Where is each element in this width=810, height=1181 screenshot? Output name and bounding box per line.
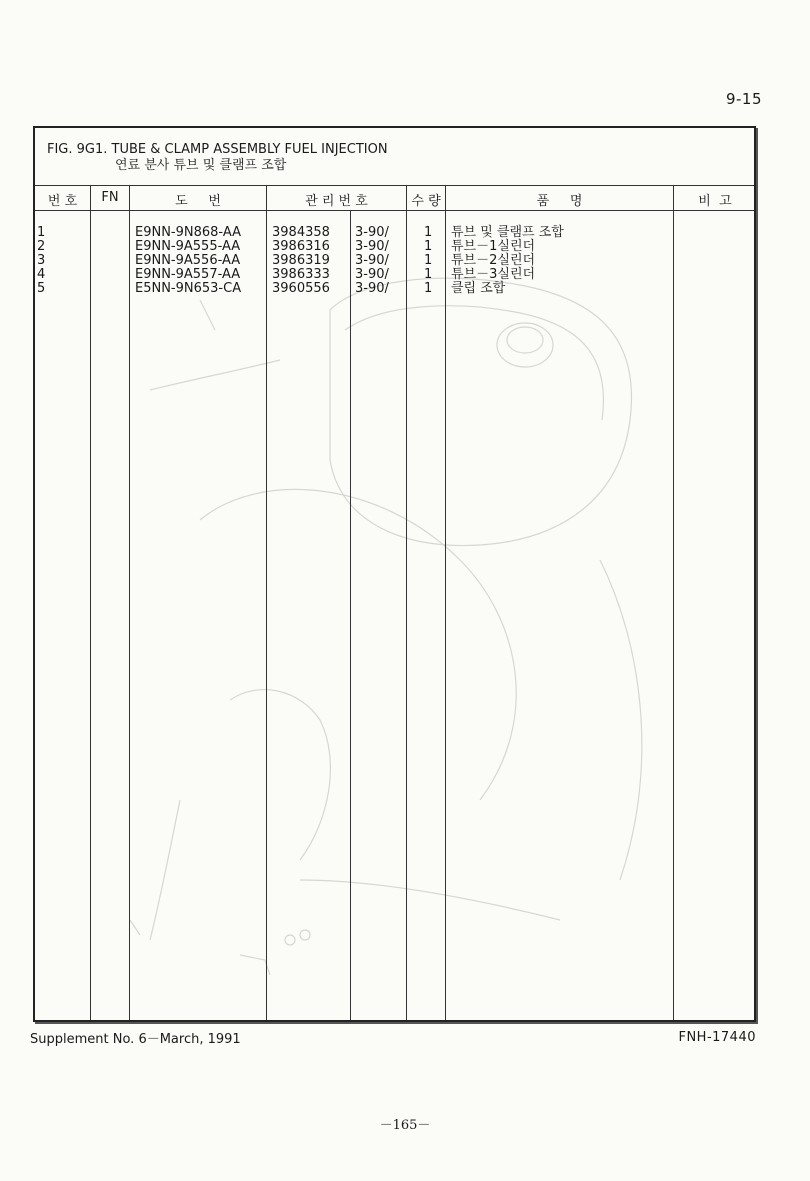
row-number: 3 [37, 253, 46, 268]
management-number: 3986333 [272, 267, 330, 282]
part-name: 튜브－2실린더 [451, 253, 536, 268]
column-header-fn: FN [101, 190, 119, 205]
row-number: 2 [37, 239, 46, 254]
row-number: 5 [37, 281, 46, 296]
supplement-note: Supplement No. 6－March, 1991 [30, 1032, 241, 1047]
effective-date: 3-90/ [355, 253, 389, 268]
effective-date: 3-90/ [355, 267, 389, 282]
column-divider [406, 186, 407, 1020]
management-number: 3984358 [272, 225, 330, 240]
parts-table-frame [33, 126, 756, 1022]
quantity: 1 [424, 281, 433, 296]
column-divider [90, 186, 91, 1020]
column-divider [445, 186, 446, 1020]
column-divider [673, 186, 674, 1020]
column-header-quantity: 수 량 [411, 194, 441, 209]
column-divider [266, 186, 267, 1020]
row-number: 4 [37, 267, 46, 282]
quantity: 1 [424, 225, 433, 240]
column-header-part-number: 도 번 [175, 194, 221, 209]
column-header-part-name: 품 명 [536, 194, 583, 209]
effective-date: 3-90/ [355, 225, 389, 240]
effective-date: 3-90/ [355, 239, 389, 254]
figure-subtitle: 연료 분사 튜브 및 클램프 조합 [115, 158, 287, 173]
column-header-remarks: 비 고 [698, 194, 732, 209]
part-number: E9NN-9N868-AA [135, 225, 241, 240]
column-divider [350, 211, 351, 1020]
management-number: 3986316 [272, 239, 330, 254]
part-number: E9NN-9A557-AA [135, 267, 241, 282]
management-number: 3986319 [272, 253, 330, 268]
column-header-no: 번 호 [47, 194, 78, 209]
management-number: 3960556 [272, 281, 330, 296]
part-name: 튜브 및 클램프 조합 [451, 225, 564, 240]
part-name: 튜브－3실린더 [451, 267, 536, 282]
part-name: 클립 조합 [451, 281, 506, 296]
header-bottom-rule [35, 210, 754, 211]
part-name: 튜브－1실린더 [451, 239, 536, 254]
quantity: 1 [424, 267, 433, 282]
quantity: 1 [424, 253, 433, 268]
part-number: E9NN-9A556-AA [135, 253, 241, 268]
document-code: FNH-17440 [678, 1030, 756, 1045]
column-divider [129, 186, 130, 1020]
page-number-bottom: －165－ [379, 1118, 431, 1133]
page-number-top: 9-15 [725, 90, 762, 108]
part-number: E5NN-9N653-CA [135, 281, 242, 296]
row-number: 1 [37, 225, 46, 240]
header-top-rule [35, 185, 754, 186]
column-header-management-number: 관 리 번 호 [305, 194, 368, 209]
effective-date: 3-90/ [355, 281, 389, 296]
figure-title-block [47, 142, 388, 174]
figure-title: FIG. 9G1. TUBE & CLAMP ASSEMBLY FUEL INJECTION [47, 142, 388, 157]
part-number: E9NN-9A555-AA [135, 239, 241, 254]
quantity: 1 [424, 239, 433, 254]
